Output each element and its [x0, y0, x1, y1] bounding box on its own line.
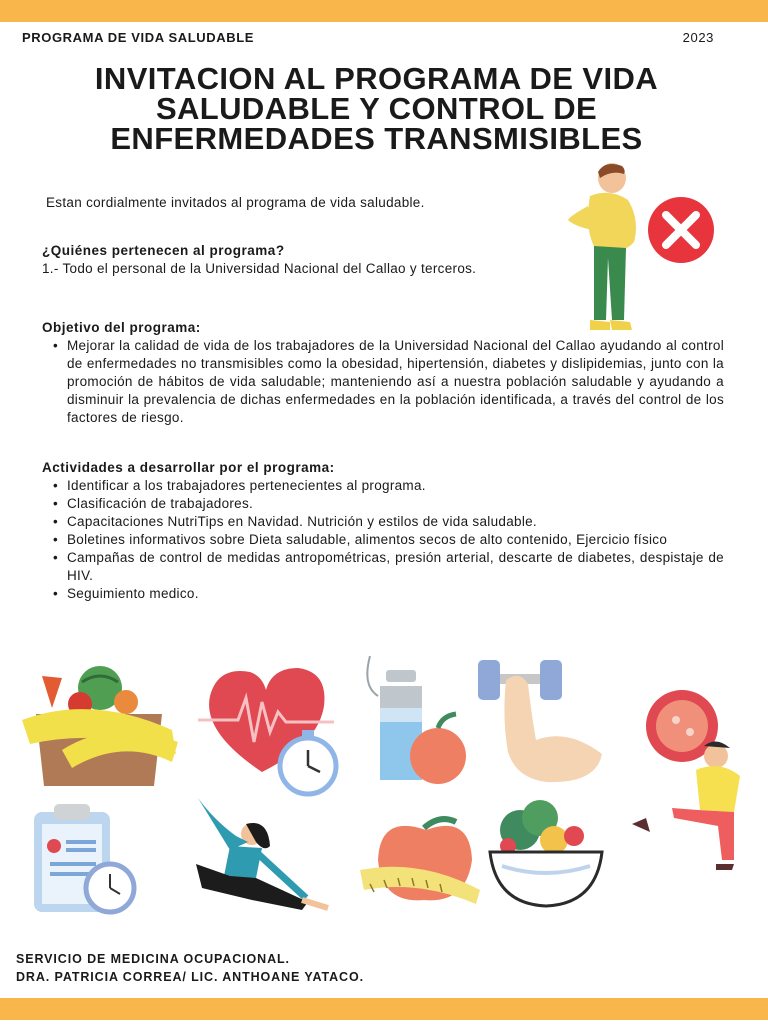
apple-tape-icon: [360, 800, 484, 910]
header-program-name: PROGRAMA DE VIDA SALUDABLE: [22, 30, 255, 45]
dumbbell-arm-icon: [476, 658, 604, 784]
header-year: 2023: [682, 30, 714, 45]
girl-tomato-icon: [630, 686, 752, 872]
who-text: 1.- Todo el personal de la Universidad Nacional del Callao y terceros.: [42, 261, 477, 276]
page-title: INVITACION AL PROGRAMA DE VIDA SALUDABLE Y CONTROL DE ENFERMEDADES TRANSMISIBLES: [94, 61, 659, 156]
activities-section: [42, 459, 724, 603]
objective-item: • Mejorar la calidad de vida de los trabajadores de la Universidad Nacional del Callao ayudando al control de enfermedades no transmisibles como la obesidad, hipertensión, diabetes y dislipidemias, junto con la promoción de hábitos de vida saludable; manteniendo así a nuestra población saludable y ayudando a disminuir la prevalencia de dichas enfermedades en la población identificada, a través del control de los factores de riesgo.: [67, 337, 724, 427]
bottom-band: [0, 998, 768, 1020]
top-band: [0, 0, 768, 22]
activity-item: • Identificar a los trabajadores pertenecientes al programa.: [67, 477, 724, 495]
water-bottle-apple-icon: [362, 656, 472, 786]
overweight-man-icon: [560, 160, 642, 335]
activity-item: • Campañas de control de medidas antropométricas, presión arterial, descarte de diabetes, despistaje de HIV.: [67, 549, 724, 585]
footer-service: SERVICIO DE MEDICINA OCUPACIONAL.: [16, 952, 290, 966]
activity-item: • Capacitaciones NutriTips en Navidad. Nutrición y estilos de vida saludable.: [67, 513, 724, 531]
activities-list: [42, 477, 724, 603]
stretching-woman-icon: [190, 792, 334, 912]
clipboard-stopwatch-icon: [30, 800, 142, 918]
objective-list: [42, 337, 724, 427]
intro-paragraph: Estan cordialmente invitados al programa de vida saludable.: [46, 195, 425, 210]
red-x-icon: [646, 196, 716, 264]
activity-item: • Seguimiento medico.: [67, 585, 724, 603]
vegetables-bag-tape-icon: [22, 658, 180, 788]
heart-stopwatch-icon: [198, 662, 344, 798]
salad-bowl-icon: [488, 796, 604, 910]
activity-item: • Boletines informativos sobre Dieta saludable, alimentos secos de alto contenido, Ejercicio físico: [67, 531, 724, 549]
activities-heading: Actividades a desarrollar por el programa:: [42, 460, 335, 475]
objective-section: [42, 319, 724, 427]
objective-heading: Objetivo del programa:: [42, 320, 201, 335]
footer-credits: [16, 950, 364, 986]
who-heading: ¿Quiénes pertenecen al programa?: [42, 243, 285, 258]
footer-staff: DRA. PATRICIA CORREA/ LIC. ANTHOANE YATACO.: [16, 970, 364, 984]
activity-item: • Clasificación de trabajadores.: [67, 495, 724, 513]
